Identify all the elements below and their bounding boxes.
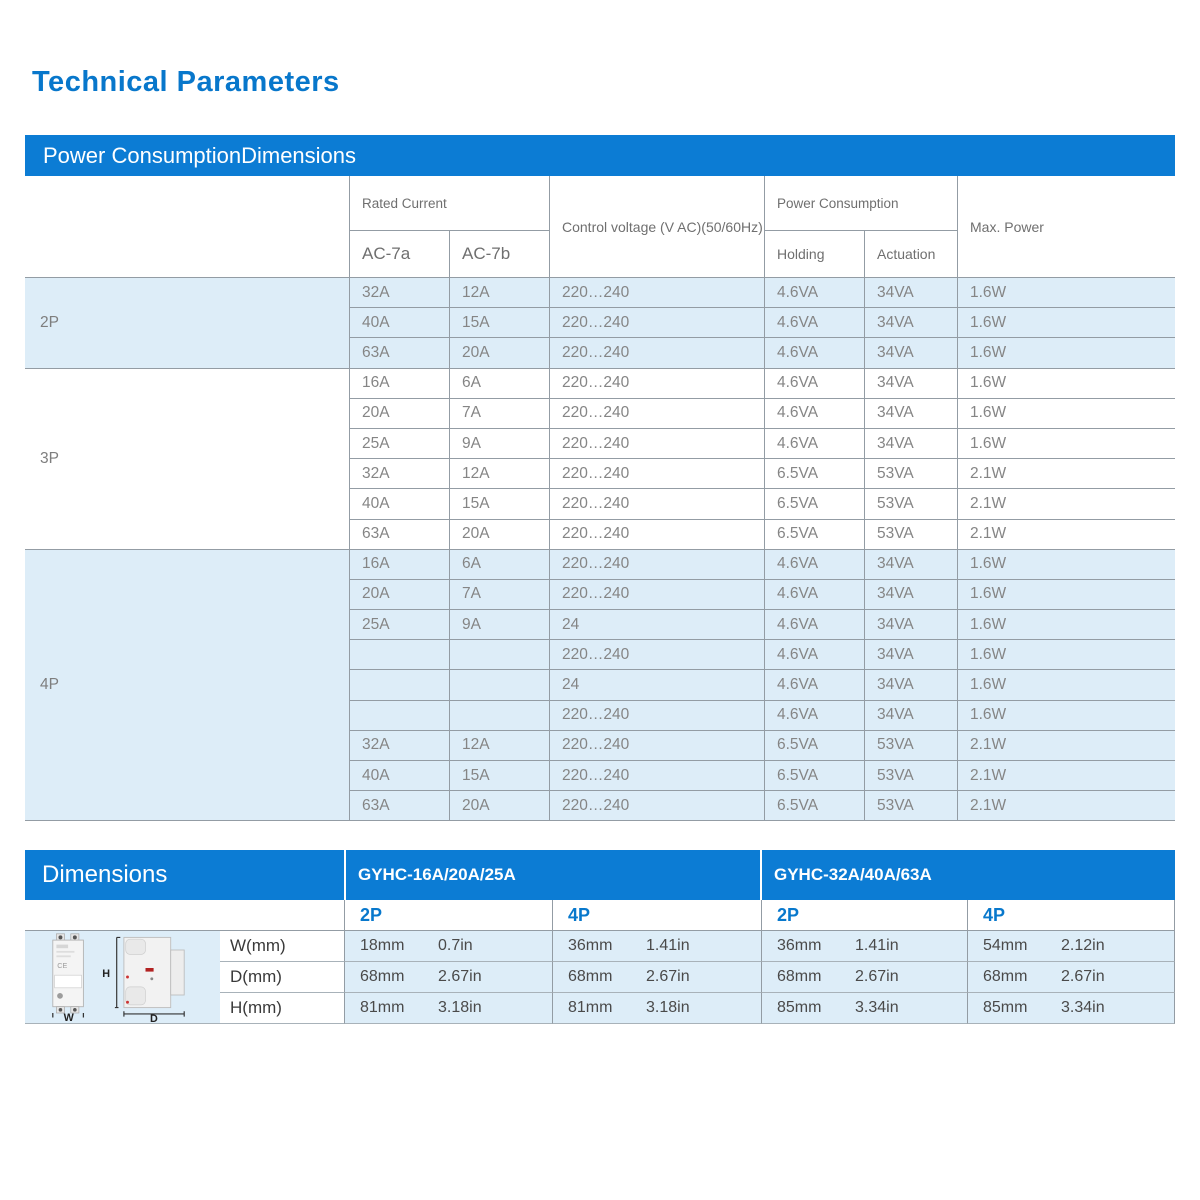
power-table-cell: 1.6W <box>958 701 1175 731</box>
power-table-cell: 6.5VA <box>765 791 865 821</box>
power-table-cell: 34VA <box>865 308 958 338</box>
power-table-cell: 220…240 <box>550 308 765 338</box>
power-table-cell: 220…240 <box>550 701 765 731</box>
power-table-cell: 220…240 <box>550 489 765 519</box>
contactor-side-view <box>102 937 184 1022</box>
dimensions-title: Dimensions <box>42 861 168 888</box>
dimension-value-in: 3.34in <box>855 999 899 1016</box>
svg-text:CE: CE <box>56 961 67 970</box>
power-table-cell: 12A <box>450 459 550 489</box>
dimension-value-in: 2.67in <box>646 968 690 985</box>
dimension-value-cell <box>762 931 968 962</box>
product-dimension-diagram <box>29 932 217 1022</box>
power-table-cell: 2.1W <box>958 520 1175 550</box>
power-table-cell <box>350 640 450 670</box>
power-table-cell: 4.6VA <box>765 610 865 640</box>
power-table-cell: 32A <box>350 459 450 489</box>
power-table-cell: 20A <box>450 338 550 368</box>
power-table-cell: 4.6VA <box>765 550 865 580</box>
header-corner-cell <box>25 176 350 278</box>
dimension-value-cell <box>762 962 968 993</box>
power-table-cell: 16A <box>350 369 450 399</box>
power-table-cell: 15A <box>450 308 550 338</box>
dimension-value-mm: 36mm <box>568 937 613 954</box>
dimension-value-mm: 81mm <box>568 999 613 1016</box>
dimensions-pole-header-2p: 2P <box>345 900 553 931</box>
header-max-power: Max. Power <box>958 176 1175 278</box>
power-table-cell: 6.5VA <box>765 489 865 519</box>
power-table-cell: 15A <box>450 489 550 519</box>
power-table-cell: 9A <box>450 610 550 640</box>
power-table-cell: 1.6W <box>958 399 1175 429</box>
dimension-value-in: 3.34in <box>1061 999 1105 1016</box>
model-group-1-cell <box>346 850 760 900</box>
power-table-cell <box>350 701 450 731</box>
power-table-cell: 34VA <box>865 610 958 640</box>
dimension-value-cell <box>345 962 553 993</box>
pole-group-label-4p: 4P <box>25 550 350 822</box>
dimension-value-cell <box>968 962 1175 993</box>
dimensions-title-cell <box>25 850 344 900</box>
header-holding: Holding <box>765 231 865 278</box>
header-rated-current: Rated Current <box>350 176 550 231</box>
power-table-cell: 4.6VA <box>765 670 865 700</box>
power-table-cell: 220…240 <box>550 459 765 489</box>
power-table-cell: 220…240 <box>550 369 765 399</box>
power-table-cell: 220…240 <box>550 338 765 368</box>
dimension-value-cell <box>553 993 762 1024</box>
power-table-cell: 4.6VA <box>765 399 865 429</box>
header-actuation: Actuation <box>865 231 958 278</box>
power-table-cell: 34VA <box>865 399 958 429</box>
power-table-cell: 4.6VA <box>765 278 865 308</box>
power-table-cell: 6A <box>450 550 550 580</box>
power-table-cell: 32A <box>350 278 450 308</box>
power-section-title: Power ConsumptionDimensions <box>43 142 357 168</box>
power-table-cell: 53VA <box>865 731 958 761</box>
power-table-cell: 40A <box>350 761 450 791</box>
power-table-cell: 4.6VA <box>765 338 865 368</box>
model-group-2-name: GYHC-32A/40A/63A <box>774 865 932 884</box>
power-table-cell: 40A <box>350 308 450 338</box>
dimension-value-in: 2.67in <box>1061 968 1105 985</box>
power-table-cell: 4.6VA <box>765 701 865 731</box>
dimension-value-mm: 36mm <box>777 937 822 954</box>
header-ac7b: AC-7b <box>450 231 550 278</box>
power-table-cell: 9A <box>450 429 550 459</box>
power-table-cell: 220…240 <box>550 278 765 308</box>
power-table-cell <box>450 640 550 670</box>
dimension-value-in: 0.7in <box>438 937 473 954</box>
dimension-value-cell <box>553 931 762 962</box>
power-table-cell <box>450 701 550 731</box>
power-table-cell: 220…240 <box>550 731 765 761</box>
power-table-cell: 1.6W <box>958 369 1175 399</box>
header-ac7a: AC-7a <box>350 231 450 278</box>
power-table-cell: 220…240 <box>550 640 765 670</box>
diagram-w-label: W <box>63 1012 74 1022</box>
dimension-value-in: 1.41in <box>855 937 899 954</box>
power-table-cell: 6.5VA <box>765 459 865 489</box>
power-table-cell: 40A <box>350 489 450 519</box>
page-title: Technical Parameters <box>32 66 340 98</box>
dimensions-pole-header-4p: 4P <box>968 900 1175 931</box>
power-table-cell: 220…240 <box>550 580 765 610</box>
dimension-value-mm: 68mm <box>360 968 405 985</box>
power-table-cell: 1.6W <box>958 610 1175 640</box>
power-table-cell: 220…240 <box>550 429 765 459</box>
power-table-cell: 1.6W <box>958 550 1175 580</box>
power-table-cell: 4.6VA <box>765 369 865 399</box>
power-table-cell: 6A <box>450 369 550 399</box>
power-table-cell: 20A <box>450 520 550 550</box>
power-table-cell: 16A <box>350 550 450 580</box>
power-table-cell: 220…240 <box>550 550 765 580</box>
dimension-value-in: 3.18in <box>438 999 482 1016</box>
model-group-2-cell <box>762 850 1175 900</box>
power-table-cell: 34VA <box>865 550 958 580</box>
power-table-cell: 1.6W <box>958 580 1175 610</box>
power-table-cell: 24 <box>550 610 765 640</box>
power-table-cell: 53VA <box>865 520 958 550</box>
power-table-cell <box>450 670 550 700</box>
dimension-value-cell <box>968 931 1175 962</box>
power-table-cell: 6.5VA <box>765 520 865 550</box>
power-table-cell: 2.1W <box>958 761 1175 791</box>
power-table-cell: 1.6W <box>958 429 1175 459</box>
model-group-1-name: GYHC-16A/20A/25A <box>358 865 516 884</box>
dimensions-table <box>25 900 1175 1024</box>
diagram-d-label: D <box>149 1013 158 1022</box>
power-table-cell: 12A <box>450 731 550 761</box>
power-table-cell: 20A <box>350 580 450 610</box>
dimension-value-in: 3.18in <box>646 999 690 1016</box>
header-power-consumption: Power Consumption <box>765 176 958 231</box>
contactor-front-view <box>52 934 83 1022</box>
dimension-value-mm: 81mm <box>360 999 405 1016</box>
diagram-h-label: H <box>101 968 110 980</box>
power-table-cell: 25A <box>350 429 450 459</box>
power-table-cell: 2.1W <box>958 791 1175 821</box>
power-table-cell: 34VA <box>865 278 958 308</box>
power-table-cell: 53VA <box>865 459 958 489</box>
power-table-cell: 7A <box>450 580 550 610</box>
power-table-cell: 32A <box>350 731 450 761</box>
power-section-header-bar <box>25 135 1175 176</box>
power-table-cell: 12A <box>450 278 550 308</box>
power-table-cell: 63A <box>350 520 450 550</box>
power-consumption-section <box>25 135 1175 821</box>
dimension-value-mm: 68mm <box>983 968 1028 985</box>
pole-group-label-2p: 2P <box>25 278 350 369</box>
product-image-cell <box>25 931 220 1024</box>
power-table-cell: 4.6VA <box>765 429 865 459</box>
power-table-cell: 34VA <box>865 640 958 670</box>
power-table-cell: 63A <box>350 338 450 368</box>
power-table-cell: 24 <box>550 670 765 700</box>
dimension-value-in: 2.67in <box>438 968 482 985</box>
dimension-value-mm: 85mm <box>777 999 822 1016</box>
dimensions-header-empty-cell <box>25 900 345 931</box>
power-table-cell: 6.5VA <box>765 731 865 761</box>
dimension-value-mm: 18mm <box>360 937 405 954</box>
dimensions-pole-header-4p: 4P <box>553 900 762 931</box>
power-table-cell: 220…240 <box>550 761 765 791</box>
power-table-cell: 63A <box>350 791 450 821</box>
power-table-cell: 53VA <box>865 489 958 519</box>
power-table-cell: 34VA <box>865 338 958 368</box>
power-table-cell: 34VA <box>865 701 958 731</box>
dimension-value-mm: 68mm <box>568 968 613 985</box>
dimension-value-in: 1.41in <box>646 937 690 954</box>
power-table-cell: 2.1W <box>958 459 1175 489</box>
power-table-cell: 4.6VA <box>765 640 865 670</box>
dimensions-section <box>25 850 1175 1024</box>
dimension-value-in: 2.12in <box>1061 937 1105 954</box>
power-table-cell: 4.6VA <box>765 580 865 610</box>
power-table-cell: 7A <box>450 399 550 429</box>
dimension-row-label: H(mm) <box>220 993 345 1024</box>
power-table-cell: 53VA <box>865 761 958 791</box>
power-table-cell: 1.6W <box>958 278 1175 308</box>
dimension-row-label: D(mm) <box>220 962 345 993</box>
power-table-cell: 1.6W <box>958 338 1175 368</box>
dimension-value-mm: 85mm <box>983 999 1028 1016</box>
power-table-cell: 34VA <box>865 369 958 399</box>
dimension-value-mm: 68mm <box>777 968 822 985</box>
power-table-cell: 34VA <box>865 580 958 610</box>
dimension-value-mm: 54mm <box>983 937 1028 954</box>
dimension-value-cell <box>345 993 553 1024</box>
dimension-value-cell <box>553 962 762 993</box>
power-table-cell: 220…240 <box>550 399 765 429</box>
dimension-value-in: 2.67in <box>855 968 899 985</box>
power-table-cell <box>350 670 450 700</box>
power-table-cell: 4.6VA <box>765 308 865 338</box>
dimension-value-cell <box>762 993 968 1024</box>
power-table-cell: 25A <box>350 610 450 640</box>
power-table-cell: 2.1W <box>958 731 1175 761</box>
power-table-cell: 1.6W <box>958 640 1175 670</box>
power-table-cell: 1.6W <box>958 670 1175 700</box>
dimension-value-cell <box>968 993 1175 1024</box>
power-table-cell: 20A <box>350 399 450 429</box>
dimensions-pole-header-2p: 2P <box>762 900 968 931</box>
power-table-cell: 15A <box>450 761 550 791</box>
dimension-value-cell <box>345 931 553 962</box>
pole-group-label-3p: 3P <box>25 369 350 550</box>
power-table-cell: 2.1W <box>958 489 1175 519</box>
power-table-cell: 53VA <box>865 791 958 821</box>
power-table-cell: 20A <box>450 791 550 821</box>
dimension-row-label: W(mm) <box>220 931 345 962</box>
power-table-cell: 6.5VA <box>765 761 865 791</box>
power-table-cell: 34VA <box>865 429 958 459</box>
power-consumption-table <box>25 176 1175 821</box>
header-control-voltage: Control voltage (V AC)(50/60Hz) <box>550 176 765 278</box>
dimensions-header-bar <box>25 850 1175 900</box>
power-table-cell: 34VA <box>865 670 958 700</box>
power-table-cell: 220…240 <box>550 791 765 821</box>
power-table-cell: 220…240 <box>550 520 765 550</box>
power-table-cell: 1.6W <box>958 308 1175 338</box>
